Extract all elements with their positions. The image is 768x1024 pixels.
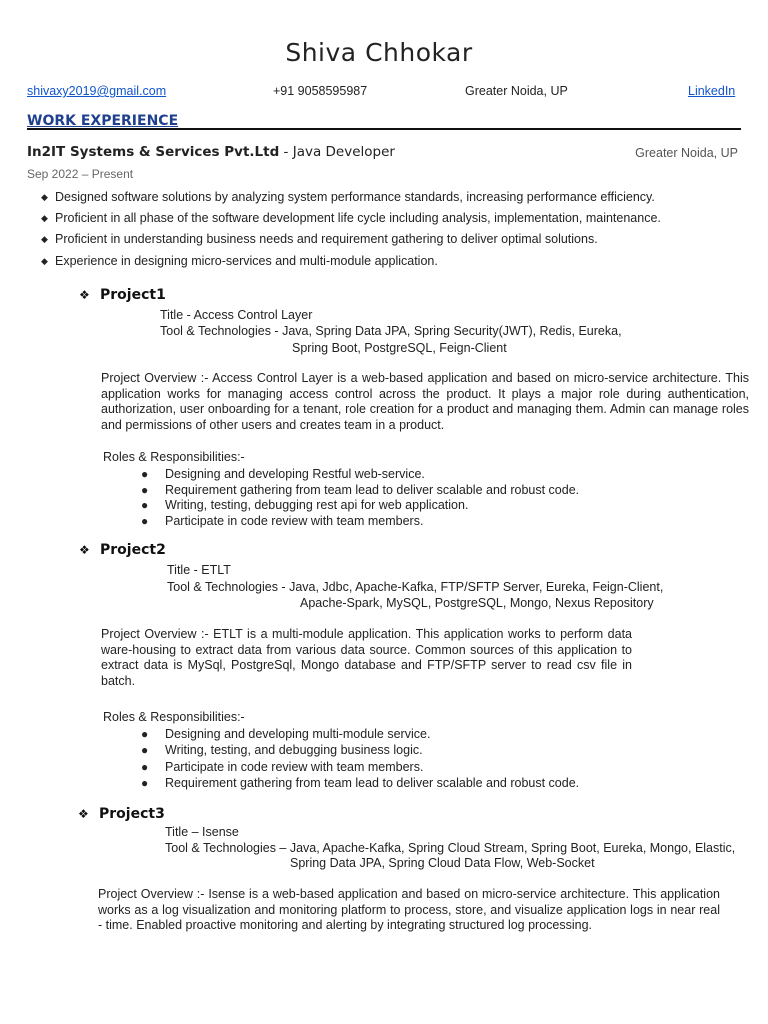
role-item: ● Requirement gathering from team lead to deliver scalable and robust code. <box>141 483 580 497</box>
role-item: ● Writing, testing, debugging rest api for web application. <box>141 498 469 512</box>
project-tools-cont: Spring Data JPA, Spring Cloud Data Flow, Web-Socket <box>290 856 595 870</box>
phone-number: +91 9058595987 <box>273 84 368 98</box>
bullet-icon: ● <box>141 760 149 774</box>
project-tools: Tool & Technologies – Java, Apache-Kafka, Spring Cloud Stream, Spring Boot, Eureka, Mongo, Elastic, <box>165 841 736 855</box>
job-heading <box>27 144 395 160</box>
work-bullet: ◆ Experience in designing micro-services and multi-module application. <box>41 254 438 268</box>
job-role: - Java Developer <box>279 144 395 160</box>
bullet-icon: ● <box>141 743 149 757</box>
bullet-icon: ● <box>141 498 149 512</box>
project-heading: ❖ Project1 <box>79 287 166 303</box>
bullet-icon: ● <box>141 467 149 481</box>
job-dates: Sep 2022 – Present <box>27 167 134 181</box>
diamond-bullet-icon: ❖ <box>79 543 90 557</box>
work-bullet: ◆ Proficient in understanding business needs and requirement gathering to deliver optimal solutions. <box>41 232 598 246</box>
role-item: ● Designing and developing Restful web-service. <box>141 467 425 481</box>
role-item: ● Requirement gathering from team lead to deliver scalable and robust code. <box>141 776 580 790</box>
project-overview: Project Overview :- ETLT is a multi-module application. This application works to perform data ware-housing to extract data from various data source. Common sources of this application to extract data is MySql, PostgreSql, Mongo database and FTP/SFTP server to read csv file in batch. <box>101 627 632 688</box>
project-heading: ❖ Project2 <box>79 542 166 558</box>
role-item: ● Writing, testing, and debugging business logic. <box>141 743 423 757</box>
bullet-icon: ◆ <box>41 234 48 245</box>
roles-label: Roles & Responsibilities:- <box>103 710 245 724</box>
roles-label: Roles & Responsibilities:- <box>103 450 245 464</box>
section-title-work-experience: WORK EXPERIENCE <box>27 113 179 129</box>
project-tools: Tool & Technologies - Java, Spring Data JPA, Spring Security(JWT), Redis, Eureka, <box>160 324 622 338</box>
role-item: ● Designing and developing multi-module service. <box>141 727 431 741</box>
work-bullet: ◆ Designed software solutions by analyzing system performance standards, increasing performance efficiency. <box>41 190 655 204</box>
section-divider <box>27 128 741 130</box>
linkedin-link[interactable]: LinkedIn <box>688 84 736 98</box>
bullet-icon: ● <box>141 483 149 497</box>
email-link[interactable]: shivaxy2019@gmail.com <box>27 84 167 98</box>
diamond-bullet-icon: ❖ <box>78 807 89 821</box>
project-tools-cont: Spring Boot, PostgreSQL, Feign-Client <box>292 341 507 355</box>
bullet-icon: ● <box>141 514 149 528</box>
role-item: ● Participate in code review with team members. <box>141 760 424 774</box>
location: Greater Noida, UP <box>465 84 568 98</box>
job-location: Greater Noida, UP <box>635 146 738 160</box>
bullet-icon: ● <box>141 776 149 790</box>
bullet-icon: ◆ <box>41 256 48 267</box>
company-name: In2IT Systems & Services Pvt.Ltd <box>27 144 280 160</box>
work-bullet: ◆ Proficient in all phase of the software development life cycle including analysis, implementation, maintenance. <box>41 211 661 225</box>
bullet-icon: ● <box>141 727 149 741</box>
project-title: Title - ETLT <box>167 563 231 577</box>
bullet-icon: ◆ <box>41 192 48 203</box>
project-overview: Project Overview :- Isense is a web-based application and based on micro-service architecture. This application works as a log visualization and monitoring platform to process, store, and visualize application logs in near real - time. Enabled proactive monitoring and alerting by integrating structured log processing. <box>98 887 720 933</box>
project-title: Title – Isense <box>165 825 239 839</box>
project-heading: ❖ Project3 <box>78 806 165 822</box>
role-item: ● Participate in code review with team members. <box>141 514 424 528</box>
project-tools-cont: Apache-Spark, MySQL, PostgreSQL, Mongo, Nexus Repository <box>300 596 654 610</box>
diamond-bullet-icon: ❖ <box>79 288 90 302</box>
project-tools: Tool & Technologies - Java, Jdbc, Apache-Kafka, FTP/SFTP Server, Eureka, Feign-Client, <box>167 580 664 594</box>
project-title: Title - Access Control Layer <box>160 308 313 322</box>
candidate-name: Shiva Chhokar <box>285 38 473 67</box>
bullet-icon: ◆ <box>41 213 48 224</box>
project-overview: Project Overview :- Access Control Layer is a web-based application and based on micro-service architecture. This application works for managing access control across the product. It plays a major role during authentication, authorization, user onboarding for a tenant, role creation for a product and managing them. Admin can manage roles and permissions of other users and creates team in a product. <box>101 371 749 432</box>
